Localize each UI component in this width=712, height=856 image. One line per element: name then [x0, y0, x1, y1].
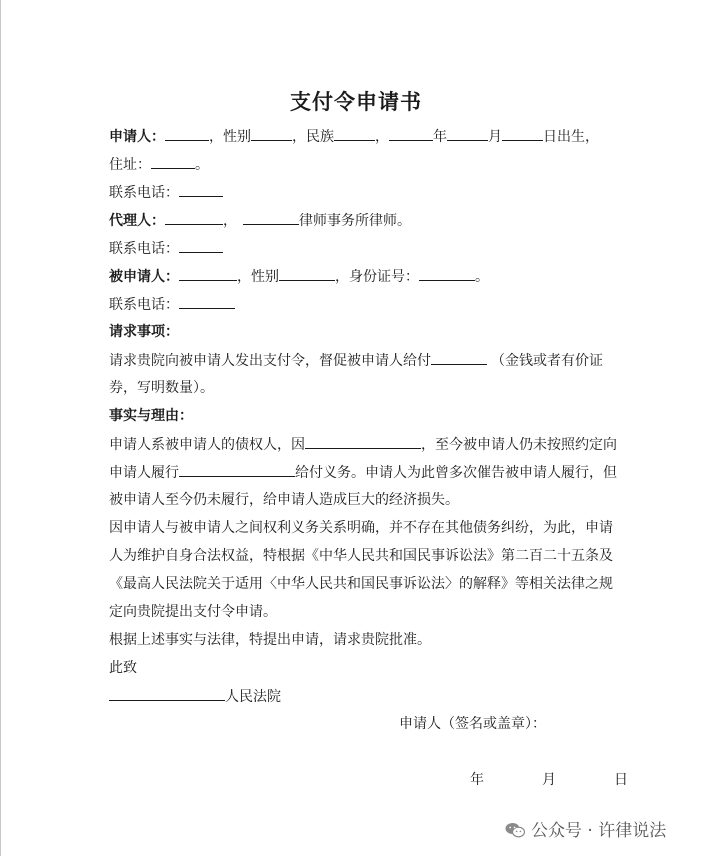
applicant-line: [109, 126, 599, 147]
law-firm-lawyer-label: 律师事务所律师。: [299, 213, 411, 229]
agent-label: 代理人：: [109, 213, 165, 229]
comma: ，: [375, 129, 389, 145]
address-line: [109, 154, 209, 175]
respondent-label: 被申请人：: [109, 269, 179, 285]
watermark: [505, 816, 666, 841]
agent-line: [109, 210, 411, 231]
comma: ，: [223, 213, 237, 229]
date-year: 年: [470, 772, 484, 788]
phone-label: 联系电话：: [109, 297, 179, 313]
blank-claim-amount: [431, 350, 487, 365]
id-label: ，身份证号：: [335, 269, 419, 285]
date-day: 日: [614, 772, 628, 788]
phone-label: 联系电话：: [109, 185, 179, 201]
gender-label: ，性别: [209, 129, 251, 145]
blank-address: [151, 154, 195, 169]
period: 。: [195, 157, 209, 173]
blank-birth-year: [389, 126, 433, 141]
agent-phone-line: [109, 238, 223, 259]
court-line: [109, 686, 281, 707]
ethnicity-label: ，民族: [292, 129, 334, 145]
blank-respondent-gender: [279, 266, 335, 281]
facts-p2-line-4: 定向贵院提出支付令申请。: [109, 604, 277, 620]
blank-respondent-name: [179, 266, 237, 281]
respondent-phone-line: [109, 294, 235, 315]
blank-gender: [251, 126, 292, 141]
year-label: 年: [433, 129, 447, 145]
blank-birth-day: [502, 126, 543, 141]
applicant-label: 申请人：: [109, 129, 165, 145]
claims-text: （金钱或者有价证: [491, 353, 603, 369]
blank-agent-phone: [179, 238, 223, 253]
blank-agent-name: [165, 210, 223, 225]
facts-text: 给付义务。申请人为此曾多次催告被申请人履行，但: [295, 465, 617, 481]
blank-law-firm: [243, 210, 299, 225]
facts-text: 申请人系被申请人的债权人，因: [109, 437, 305, 453]
facts-p1-line-1: [109, 434, 617, 455]
address-label: 住址：: [109, 157, 151, 173]
phone-label: 联系电话：: [109, 241, 179, 257]
blank-cause: [305, 434, 421, 449]
blank-court-name: [109, 686, 225, 701]
salutation: 此致: [109, 660, 137, 676]
claims-heading: 请求事项：: [109, 324, 179, 340]
period: 。: [475, 269, 489, 285]
facts-p1-line-2: [109, 462, 617, 483]
respondent-line: [109, 266, 489, 287]
blank-obligation: [179, 462, 295, 477]
wechat-icon: [505, 822, 525, 838]
blank-birth-month: [447, 126, 488, 141]
blank-ethnicity: [334, 126, 375, 141]
facts-p1-line-3: 被申请人至今仍未履行，给申请人造成巨大的经济损失。: [109, 492, 459, 508]
watermark-text: 公众号 · 许律说法: [531, 821, 667, 841]
blank-applicant-phone: [179, 182, 223, 197]
claims-text: 请求贵院向被申请人发出支付令，督促被申请人给付: [109, 353, 431, 369]
facts-text: 申请人履行: [109, 465, 179, 481]
blank-applicant-name: [165, 126, 209, 141]
facts-heading: 事实与理由：: [109, 408, 193, 424]
claims-line-1: [109, 350, 603, 371]
facts-p2-line-3: 《最高人民法院关于适用〈中华人民共和国民事诉讼法〉的解释》等相关法律之规: [109, 576, 613, 592]
document-title: 支付令申请书: [290, 90, 422, 114]
claims-line-2: 券，写明数量）。: [109, 380, 214, 396]
facts-text: ，至今被申请人仍未按照约定向: [421, 437, 617, 453]
page-left-border: [0, 0, 1, 856]
blank-respondent-id: [419, 266, 475, 281]
gender-label: ，性别: [237, 269, 279, 285]
closing-statement: 根据上述事实与法律，特提出申请，请求贵院批准。: [109, 632, 431, 648]
facts-p2-line-2: 人为维护自身合法权益，特根据《中华人民共和国民事诉讼法》第二百二十五条及: [109, 548, 613, 564]
applicant-phone-line: [109, 182, 223, 203]
born-label: 日出生，: [543, 129, 599, 145]
month-label: 月: [488, 129, 502, 145]
date-month: 月: [542, 772, 556, 788]
signature-line: 申请人（签名或盖章）：: [399, 716, 546, 732]
facts-p2-line-1: 因申请人与被申请人之间权利义务关系明确，并不存在其他债务纠纷，为此，申请: [109, 520, 613, 536]
court-suffix: 人民法院: [225, 689, 281, 705]
blank-respondent-phone: [179, 294, 235, 309]
